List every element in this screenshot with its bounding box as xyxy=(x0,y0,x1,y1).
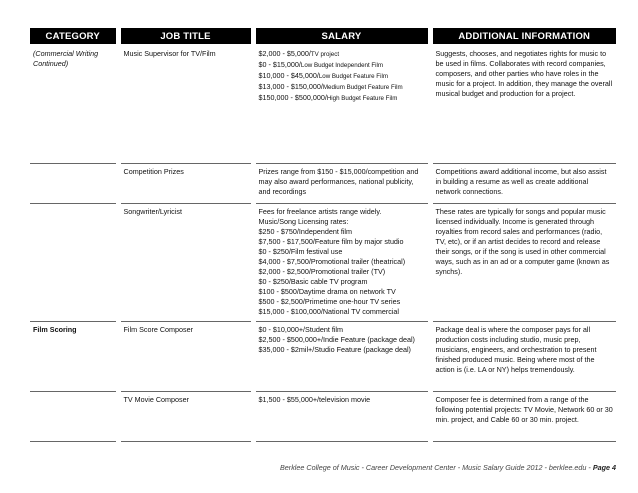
salary-line: $100 - $500/Daytime drama on network TV xyxy=(258,287,396,296)
job-title-cell: Songwriter/Lyricist xyxy=(118,204,253,322)
salary-line: $2,000 - $2,500/Promotional trailer (TV) xyxy=(258,267,386,276)
salary-line: $250 - $750/Independent film xyxy=(258,227,353,236)
job-title-cell: Film Score Composer xyxy=(118,322,253,392)
category-cell xyxy=(30,204,118,322)
job-title-cell: Competition Prizes xyxy=(118,164,253,204)
salary-line: $0 - $250/Basic cable TV program xyxy=(258,277,368,286)
table-row xyxy=(30,322,616,392)
job-title-cell: Music Supervisor for TV/Film xyxy=(118,44,253,164)
salary-line: $7,500 - $17,500/Feature film by major studio xyxy=(258,237,404,246)
table-row xyxy=(30,44,616,164)
salary-line: $0 - $10,000+/Student film xyxy=(258,325,344,334)
salary-line: Music/Song Licensing rates: xyxy=(258,217,349,226)
category-cell: Film Scoring xyxy=(30,322,118,392)
page-footer xyxy=(280,463,616,472)
footer-text: Berklee College of Music - Career Development Center - Music Salary Guide 2012 - berklee.edu - xyxy=(280,463,593,472)
salary-cell xyxy=(253,322,430,392)
header-additional-information: ADDITIONAL INFORMATION xyxy=(430,28,616,44)
info-cell: Suggests, chooses, and negotiates rights for music to be used in films. Collaborates with record companies, composers, and other parties who have roles in the music for a project. In addition, they manage the overall musical budget and production for a project. xyxy=(430,44,616,164)
table-header-row xyxy=(30,28,616,44)
salary-cell: Prizes range from $150 - $15,000/competition and may also award performances, national publicity, and recordings xyxy=(253,164,430,204)
salary-cell xyxy=(253,44,430,164)
salary-cell xyxy=(253,204,430,322)
category-cell xyxy=(30,164,118,204)
salary-line: $0 - $250/Film festival use xyxy=(258,247,343,256)
header-job-title: JOB TITLE xyxy=(118,28,253,44)
header-salary: SALARY xyxy=(253,28,430,44)
page-number: Page 4 xyxy=(592,463,616,472)
salary-line: $500 - $2,500/Primetime one-hour TV series xyxy=(258,297,401,306)
info-cell: Composer fee is determined from a range of the following potential projects: TV Movie, Network 60 or 30 min. project, and Cable 60 or 30 min. project. xyxy=(430,392,616,442)
salary-line: $15,000 - $100,000/National TV commercial xyxy=(258,307,400,316)
salary-line: $10,000 - $45,000/Low Budget Feature Film xyxy=(258,71,388,80)
salary-line: $150,000 - $500,000/High Budget Feature Film xyxy=(258,93,398,102)
salary-line: $4,000 - $7,500/Promotional trailer (theatrical) xyxy=(258,257,406,266)
category-cell: (Commercial Writing Continued) xyxy=(30,44,118,164)
salary-line: Fees for freelance artists range widely. xyxy=(258,207,382,216)
salary-guide-page xyxy=(30,28,616,442)
table-row xyxy=(30,392,616,442)
info-cell: Competitions award additional income, but also assist in building a resume as well as create additional network connections. xyxy=(430,164,616,204)
salary-line: $2,000 - $5,000/TV project xyxy=(258,49,340,58)
info-cell: Package deal is where the composer pays for all production costs including studio, music prep, musicians, engineers, and orchestration to present finished produced music. Being where most of the action is (i.e. LA or NY) helps tremendously. xyxy=(430,322,616,392)
salary-cell: $1,500 - $55,000+/television movie xyxy=(253,392,430,442)
salary-line: $0 - $15,000/Low Budget Independent Film xyxy=(258,60,384,69)
salary-line: $35,000 - $2mil+/Studio Feature (package deal) xyxy=(258,345,411,354)
job-title-cell: TV Movie Composer xyxy=(118,392,253,442)
table-row xyxy=(30,164,616,204)
table-row xyxy=(30,204,616,322)
salary-line: $2,500 - $500,000+/Indie Feature (package deal) xyxy=(258,335,415,344)
salary-line: $13,000 - $150,000/Medium Budget Feature Film xyxy=(258,82,403,91)
category-cell xyxy=(30,392,118,442)
info-cell: These rates are typically for songs and popular music licensed individually. Income is generated through royalties from record sales and performances (radio, TV, etc), or if an artist decides to record and release their songs, or if the song is used in other commercial ways, such as in an ad or a computer game (known as synchs). xyxy=(430,204,616,322)
salary-table xyxy=(30,28,616,442)
header-category: CATEGORY xyxy=(30,28,118,44)
